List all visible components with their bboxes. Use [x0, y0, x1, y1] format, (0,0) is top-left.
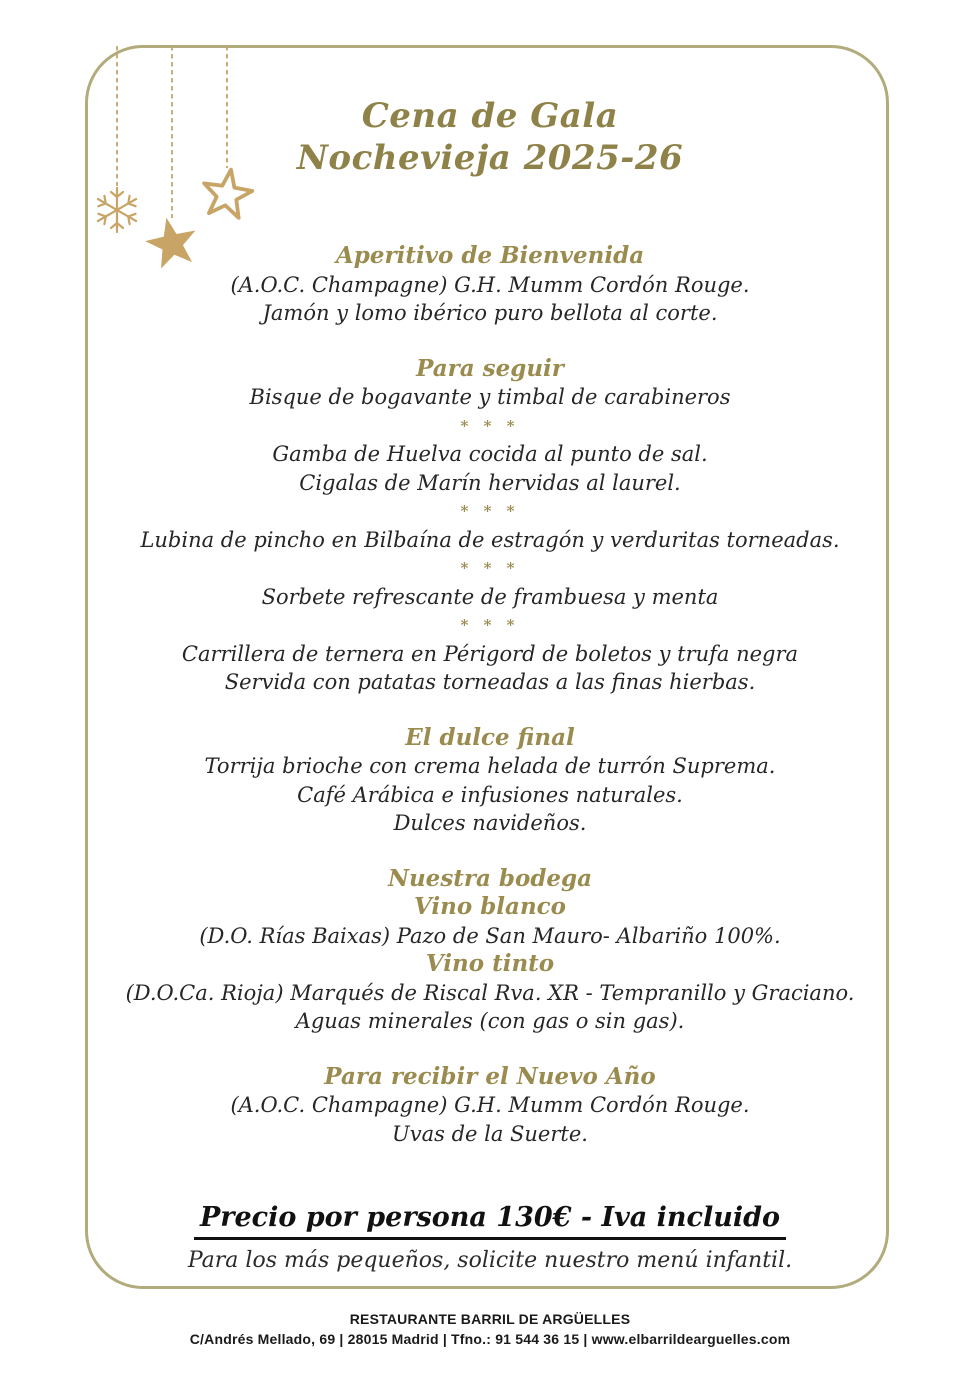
section-heading: Para recibir el Nuevo Año — [324, 1062, 656, 1090]
menu-item: (D.O. Rías Baixas) Pazo de San Mauro- Albariño 100%. — [199, 923, 781, 948]
menu-item: Dulces navideños. — [393, 811, 587, 835]
stars-separator: * * * — [460, 502, 520, 520]
wine-subheading-blanco: Vino blanco — [413, 893, 567, 920]
stars-separator: * * * — [460, 616, 520, 634]
restaurant-footer — [0, 1309, 980, 1349]
menu-title — [100, 95, 880, 179]
menu-title-line1: Cena de Gala — [361, 96, 619, 136]
price-per-person: Precio por persona 130€ - Iva incluido — [194, 1200, 786, 1240]
menu-item: Bisque de bogavante y timbal de carabineros — [249, 385, 731, 409]
section-heading: Para seguir — [416, 354, 564, 382]
menu-item: Lubina de pincho en Bilbaína de estragón y verduritas torneadas. — [140, 527, 840, 552]
menu-item: Aguas minerales (con gas o sin gas). — [295, 1009, 685, 1033]
section-nuevo-ano — [100, 1063, 880, 1149]
stars-separator: * * * — [460, 416, 520, 435]
section-heading: El dulce final — [405, 723, 575, 751]
stars-separator: * * * — [460, 559, 520, 577]
menu-item: Servida con patatas torneadas a las finas hierbas. — [224, 670, 756, 694]
section-heading: Aperitivo de Bienvenida — [335, 242, 645, 269]
menu-title-line2: Nochevieja 2025-26 — [296, 138, 684, 178]
menu-item: Jamón y lomo ibérico puro bellota al corte. — [262, 301, 718, 325]
price-block — [100, 1200, 880, 1275]
restaurant-contact-details: C/Andrés Mellado, 69 | 28015 Madrid | Tfno.: 91 544 36 15 | www.elbarrildearguelles.com — [189, 1331, 791, 1347]
section-para-seguir — [100, 355, 880, 697]
section-heading: Nuestra bodega — [387, 864, 593, 892]
menu-item: (D.O.Ca. Rioja) Marqués de Riscal Rva. XR - Tempranillo y Graciano. — [125, 980, 855, 1005]
section-dulce-final — [100, 724, 880, 838]
section-bodega — [100, 865, 880, 1036]
kids-menu-note: Para los más pequeños, solicite nuestro menú infantil. — [187, 1248, 793, 1273]
menu-item: Café Arábica e infusiones naturales. — [297, 782, 683, 807]
menu-item: Torrija brioche con crema helada de turrón Suprema. — [204, 754, 776, 778]
menu-item: Sorbete refrescante de frambuesa y menta — [261, 584, 719, 609]
menu-item: (A.O.C. Champagne) G.H. Mumm Cordón Rouge. — [230, 272, 750, 297]
menu-content — [100, 0, 880, 1275]
menu-item: Uvas de la Suerte. — [392, 1121, 588, 1146]
menu-item: Carrillera de ternera en Périgord de boletos y trufa negra — [181, 641, 799, 666]
section-aperitivo — [100, 242, 880, 328]
wine-subheading-tinto: Vino tinto — [425, 950, 555, 977]
menu-item: (A.O.C. Champagne) G.H. Mumm Cordón Rouge. — [230, 1093, 750, 1117]
menu-item: Cigalas de Marín hervidas al laurel. — [299, 470, 681, 495]
restaurant-name: RESTAURANTE BARRIL DE ARGÜELLES — [349, 1311, 631, 1327]
menu-item: Gamba de Huelva cocida al punto de sal. — [272, 442, 708, 466]
